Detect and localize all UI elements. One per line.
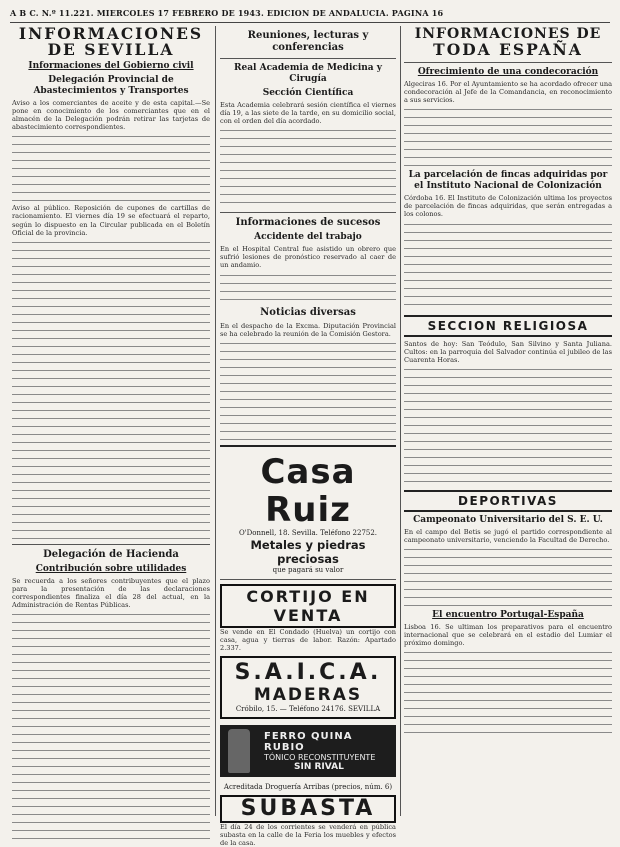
ad-headline: Metales y piedras preciosas xyxy=(250,537,366,566)
article-text-block xyxy=(12,134,210,204)
ad-address: O'Donnell, 18. Sevilla. Teléfono 22752. xyxy=(238,528,378,537)
article-paragraph: Córdoba 16. El Instituto de Colonización ultima los proyectos de parcelación de fincas adquiridas, que serán entregadas a los colonos. xyxy=(404,194,612,219)
article-paragraph: Aviso al público. Reposición de cupones de cartillas de racionamiento. El viernes día 19 se efectuará el reparto, según lo dispuesto en la Circular publicada en el Boletín Oficial de la provincia. xyxy=(12,204,210,237)
article-paragraph: Se recuerda a los señores contribuyentes que el plazo para la presentación de las declaraciones correspondientes finaliza el día 28 del actual, en la Administración de Rentas Públicas. xyxy=(12,576,210,610)
section-deportivas: DEPORTIVAS xyxy=(404,490,612,512)
ad-subline: que pagará su valor xyxy=(272,565,344,574)
ad-ferro-title: FERRO QUINA RUBIO xyxy=(264,731,353,754)
subheading: Sección Científica xyxy=(262,88,354,98)
section-title: TODA ESPAÑA xyxy=(433,40,583,59)
article-text-block xyxy=(404,650,612,740)
subheading: Real Academia de Medicina y Cirugía xyxy=(234,63,382,84)
article-text-block xyxy=(220,128,396,208)
ad-address: Cróbilo, 15. — Teléfono 24176. SEVILLA xyxy=(235,705,381,714)
column-rule xyxy=(400,26,401,816)
ad-text: El día 24 de los corrientes se venderá en pública subasta en la calle de la Feria los muebles y efectos de la casa. xyxy=(220,823,396,847)
ad-ferro-quina xyxy=(220,725,396,777)
ad-cortijo: CORTIJO EN VENTA xyxy=(220,584,396,628)
article-text-block xyxy=(220,341,396,441)
bottle-icon xyxy=(228,729,250,773)
article-paragraph: Esta Academia celebrará sesión científica el viernes día 19, a las siete de la tarde, en su domicilio social, con el orden del día acordado. xyxy=(220,101,396,126)
section-title: Reuniones, lecturas y conferencias xyxy=(247,30,369,53)
article-text-block xyxy=(12,240,210,540)
article-paragraph: En el despacho de la Excma. Diputación Provincial se ha celebrado la reunión de la Comisión Gestora. xyxy=(220,321,396,338)
subheading: Delegación Provincial de Abastecimientos y Transportes xyxy=(33,75,189,96)
page-header: A B C. N.º 11.221. MIERCOLES 17 FEBRERO DE 1943. EDICION DE ANDALUCIA. PAGINA 16 xyxy=(10,8,610,23)
subheading: El encuentro Portugal-España xyxy=(432,610,584,621)
ad-ferro-sub: TÓNICO RECONSTITUYENTE xyxy=(264,753,376,763)
section-title: DE SEVILLA xyxy=(47,40,175,59)
ad-text: Se vende en El Condado (Huelva) un cortijo con casa, agua y tierras de labor. Razón: Apartado 2.337. xyxy=(220,627,396,652)
section-religiosa: SECCION RELIGIOSA xyxy=(404,315,612,337)
ad-footer: Acreditada Droguería Arribas (precios, núm. 6) xyxy=(223,783,393,792)
article-text-block xyxy=(12,612,210,842)
article-paragraph: En el Hospital Central fue asistido un obrero que sufrió lesiones de pronóstico reservado al caer de un andamio. xyxy=(220,245,396,270)
subheading: Ofrecimiento de una condecoración xyxy=(417,67,599,77)
column-sevilla xyxy=(12,26,210,816)
subheading: Contribución sobre utilidades xyxy=(35,563,187,574)
article-paragraph: Lisboa 16. Se ultiman los preparativos para el encuentro internacional que se celebrará en el estadio del Lumiar el próximo domingo. xyxy=(404,623,612,648)
article-text-block xyxy=(404,547,612,607)
ad-saica-name: S.A.I.C.A. xyxy=(234,660,382,686)
article-paragraph: Santos de hoy: San Teódulo, San Silvino y Santa Juliana. Cultos: en la parroquia del Salvador continúa el jubileo de las Cuarenta Horas. xyxy=(404,339,612,364)
section-title: INFORMACIONES DE xyxy=(414,26,602,42)
article-paragraph: Aviso a los comerciantes de aceite y de esta capital.—Se pone en conocimiento de los comerciantes que en el almacén de la Delegación podrán retirar las tarjetas de abastecimiento correspondientes. xyxy=(12,99,210,132)
article-paragraph: En el campo del Betis se jugó el partido correspondiente al campeonato universitario, venciendo la Facultad de Derecho. xyxy=(404,527,612,544)
article-text-block xyxy=(404,107,612,167)
column-rule xyxy=(215,26,216,816)
column-espana xyxy=(404,26,612,816)
subheading: Informaciones de sucesos xyxy=(235,217,381,229)
ad-subasta: SUBASTA xyxy=(220,795,396,823)
section-title: INFORMACIONES xyxy=(18,24,204,43)
ad-ferro-tag: SIN RIVAL xyxy=(294,762,344,773)
ad-saica xyxy=(220,656,396,719)
divider xyxy=(220,212,396,213)
column-reuniones xyxy=(220,26,396,847)
divider xyxy=(220,445,396,447)
divider xyxy=(220,579,396,580)
subheading: Informaciones del Gobierno civil xyxy=(28,61,194,71)
article-text-block xyxy=(404,222,612,312)
article-text-block xyxy=(404,367,612,487)
divider xyxy=(404,62,612,63)
divider xyxy=(220,58,396,59)
article-text-block xyxy=(220,273,396,303)
ad-casa-ruiz: Casa Ruiz xyxy=(260,451,356,530)
subheading: Accidente del trabajo xyxy=(254,232,362,243)
ad-maderas: MADERAS xyxy=(253,685,363,706)
article-paragraph: Algeciras 16. Por el Ayuntamiento se ha acordado ofrecer una condecoración al Jefe de la Comandancia, en reconocimiento a sus servicios. xyxy=(404,80,612,105)
subheading: Campeonato Universitario del S. E. U. xyxy=(413,514,603,525)
subheading: La parcelación de fincas adquiridas por el Instituto Nacional de Colonización xyxy=(408,170,608,192)
subheading: Noticias diversas xyxy=(260,306,356,318)
subheading: Delegación de Hacienda xyxy=(43,548,179,560)
divider xyxy=(12,544,210,545)
